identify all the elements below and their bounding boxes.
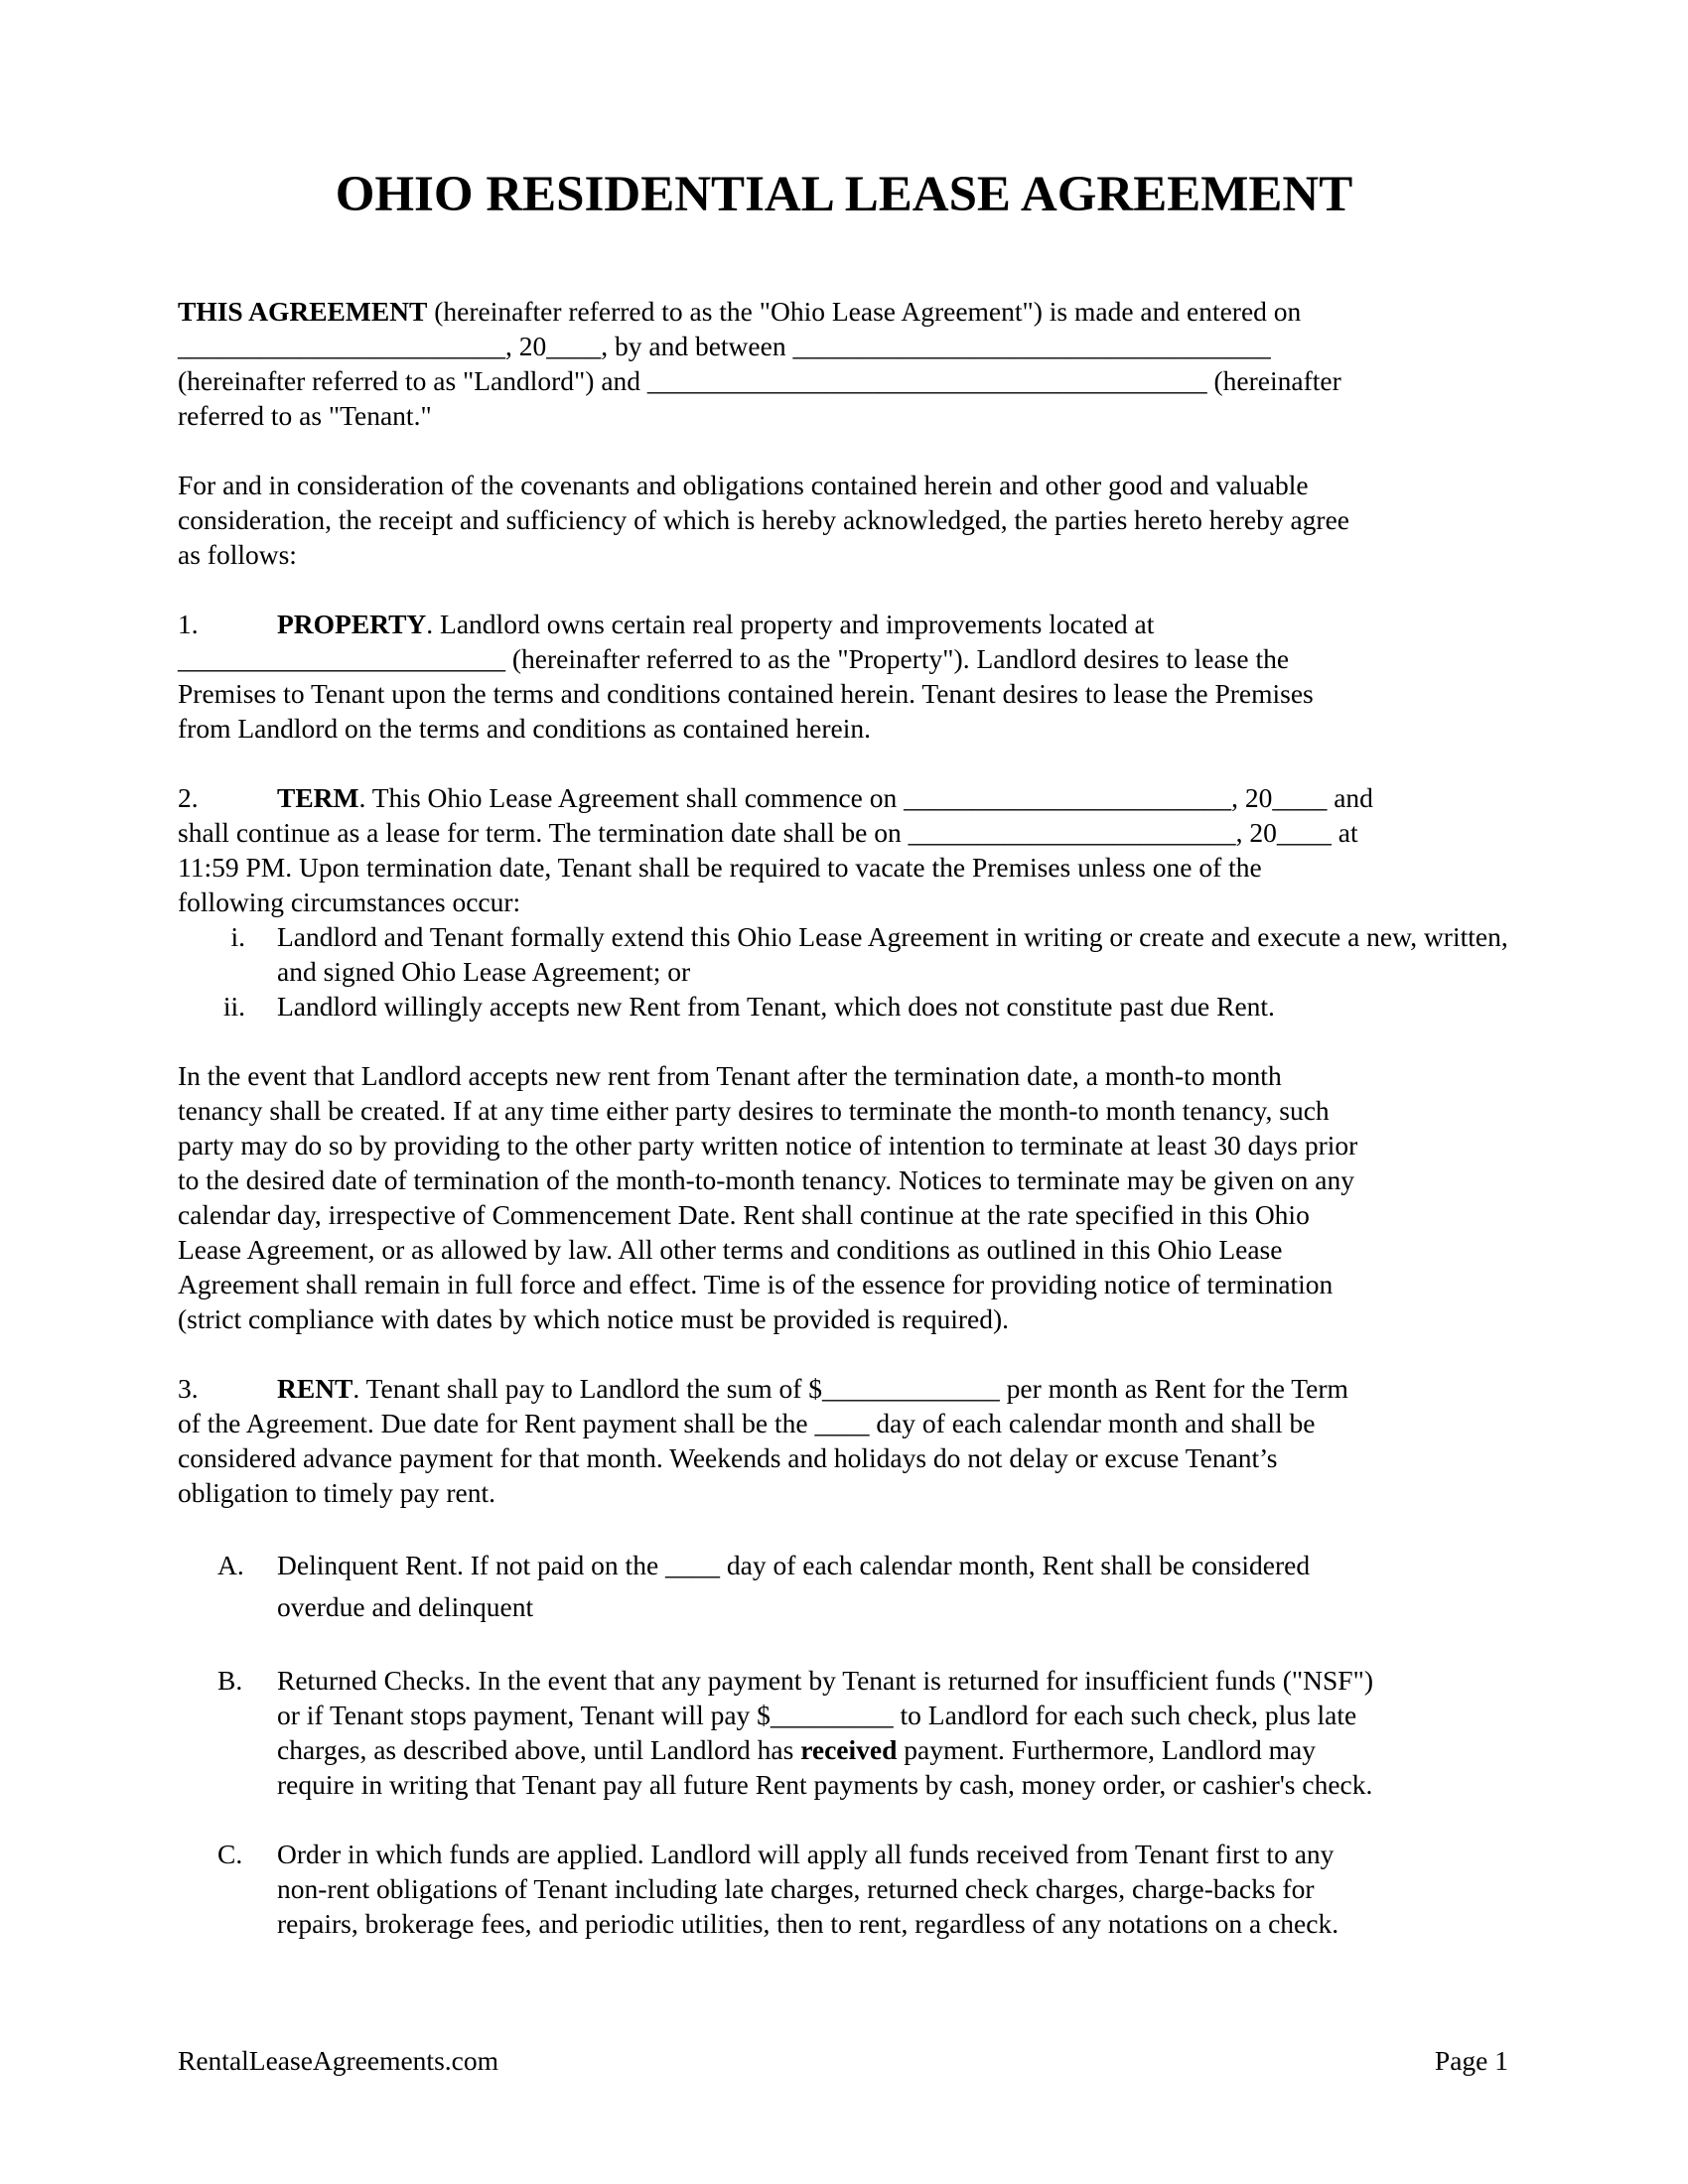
- section-term: 2. TERM. This Ohio Lease Agreement shall commence on ________________________, 20____ and shall continue as a lease for term. The termination date shall be on ________________________, 20____ at 11:59 PM. Upon termination date, Tenant shall be required to vacate the Premises unless one of the following circumstances occur: i. Landlord and Tenant formally extend this Ohio Lease Agreement in writing or create and execute a new, written, and signed Ohio Lease Agreement; or ii. Landlord willingly accepts new Rent from Tenant, which does not constitute past due Rent.: [178, 782, 1508, 1022]
- consideration-paragraph: For and in consideration of the covenants and obligations contained herein and other good and valuable consideration, the receipt and sufficiency of which is hereby acknowledged, the parties hereto hereby agree as follows:: [178, 470, 1349, 570]
- intro-lead: THIS AGREEMENT: [178, 296, 428, 327]
- list-item: [178, 919, 1508, 989]
- intro-line: THIS AGREEMENT (hereinafter referred to as the "Ohio Lease Agreement") is made and entered on: [178, 296, 1302, 327]
- section-heading: TERM: [277, 782, 359, 813]
- subsection-marker: A.: [217, 1550, 244, 1580]
- page-number: Page 1: [1434, 2045, 1508, 2076]
- document-title: OHIO RESIDENTIAL LEASE AGREEMENT: [335, 167, 1353, 222]
- section-property: 1. PROPERTY. Landlord owns certain real property and improvements located at ________________________ (hereinafter referred to as the "Property"). Landlord desires to lease the Premises to Tenant upon the terms and conditions contained herein. Tenant desires to lease the Premises from Landlord on the terms and conditions as contained herein.: [178, 609, 1314, 744]
- list-item-text: Landlord and Tenant formally extend this Ohio Lease Agreement in writing or create and execute a new, written, and signed Ohio Lease Agreement; or: [277, 921, 1508, 987]
- list-item: [178, 989, 1508, 1024]
- intro-line: ________________________, 20____, by and between ___________________________________: [178, 331, 1271, 361]
- document-body: [178, 294, 1508, 1941]
- intro-line: referred to as "Tenant.": [178, 400, 432, 431]
- section-number: 2.: [178, 782, 199, 813]
- section-rent: 3. RENT. Tenant shall pay to Landlord the sum of $_____________ per month as Rent for the Term of the Agreement. Due date for Rent payment shall be the ____ day of each calendar month and shall be considered advance payment for that month. Weekends and holidays do not delay or excuse Tenant’s obligation to timely pay rent. A. Delinquent Rent. If not paid on the ____ day of each calendar month, Rent shall be considered overdue and delinquent B. Returned Checks. In the event that any payment by Tenant is returned for insufficient funds ("NSF") or if Tenant stops payment, Tenant will pay $_________ to Landlord for each such check, plus late charges, as described above, until Landlord has received payment. Furthermore, Landlord may require in writing that Tenant pay all future Rent payments by cash, money order, or cashier's check. C. Order in which funds are applied. Landlord will apply all funds received from Tenant first to any non-rent obligations of Tenant including late charges, returned check charges, charge-backs for repairs, brokerage fees, and periodic utilities, then to rent, regardless of any notations on a check.: [178, 1371, 1508, 1941]
- intro-line: (hereinafter referred to as "Landlord") and _________________________________________ (hereinafter: [178, 365, 1341, 396]
- section-heading: PROPERTY: [277, 609, 427, 639]
- page-footer: [178, 2043, 1508, 2078]
- rent-subsection-b: B. Returned Checks. In the event that any payment by Tenant is returned for insufficient funds ("NSF") or if Tenant stops payment, Tenant will pay $_________ to Landlord for each such check, plus late charges, as described above, until Landlord has received payment. Furthermore, Landlord may require in writing that Tenant pay all future Rent payments by cash, money order, or cashier's check.: [217, 1665, 1373, 1800]
- list-marker: ii.: [222, 991, 245, 1022]
- list-item-text: Landlord willingly accepts new Rent from Tenant, which does not constitute past due Rent.: [277, 991, 1275, 1022]
- footer-site: RentalLeaseAgreements.com: [178, 2045, 498, 2076]
- rent-subsection-a: A. Delinquent Rent. If not paid on the ____ day of each calendar month, Rent shall be considered overdue and delinquent: [178, 1545, 1508, 1628]
- subsection-marker: C.: [217, 1839, 243, 1869]
- section-heading: RENT: [277, 1373, 353, 1404]
- holdover-paragraph: In the event that Landlord accepts new rent from Tenant after the termination date, a month-to month tenancy shall be created. If at any time either party desires to terminate the month-to month tenancy, such party may do so by providing to the other party written notice of intention to terminate at least 30 days prior to the desired date of termination of the month-to-month tenancy. Notices to terminate may be given on any calendar day, irrespective of Commencement Date. Rent shall continue at the rate specified in this Ohio Lease Agreement, or as allowed by law. All other terms and conditions as outlined in this Ohio Lease Agreement shall remain in full force and effect. Time is of the essence for providing notice of termination (strict compliance with dates by which notice must be provided is required).: [178, 1060, 1358, 1334]
- rent-subsection-c: C. Order in which funds are applied. Landlord will apply all funds received from Tenant first to any non-rent obligations of Tenant including late charges, returned check charges, charge-backs for repairs, brokerage fees, and periodic utilities, then to rent, regardless of any notations on a check.: [217, 1839, 1339, 1939]
- section-number: 1.: [178, 609, 199, 639]
- section-number: 3.: [178, 1373, 199, 1404]
- intro-paragraph: [178, 294, 1508, 433]
- subsection-marker: B.: [217, 1665, 243, 1696]
- list-marker: i.: [230, 921, 245, 952]
